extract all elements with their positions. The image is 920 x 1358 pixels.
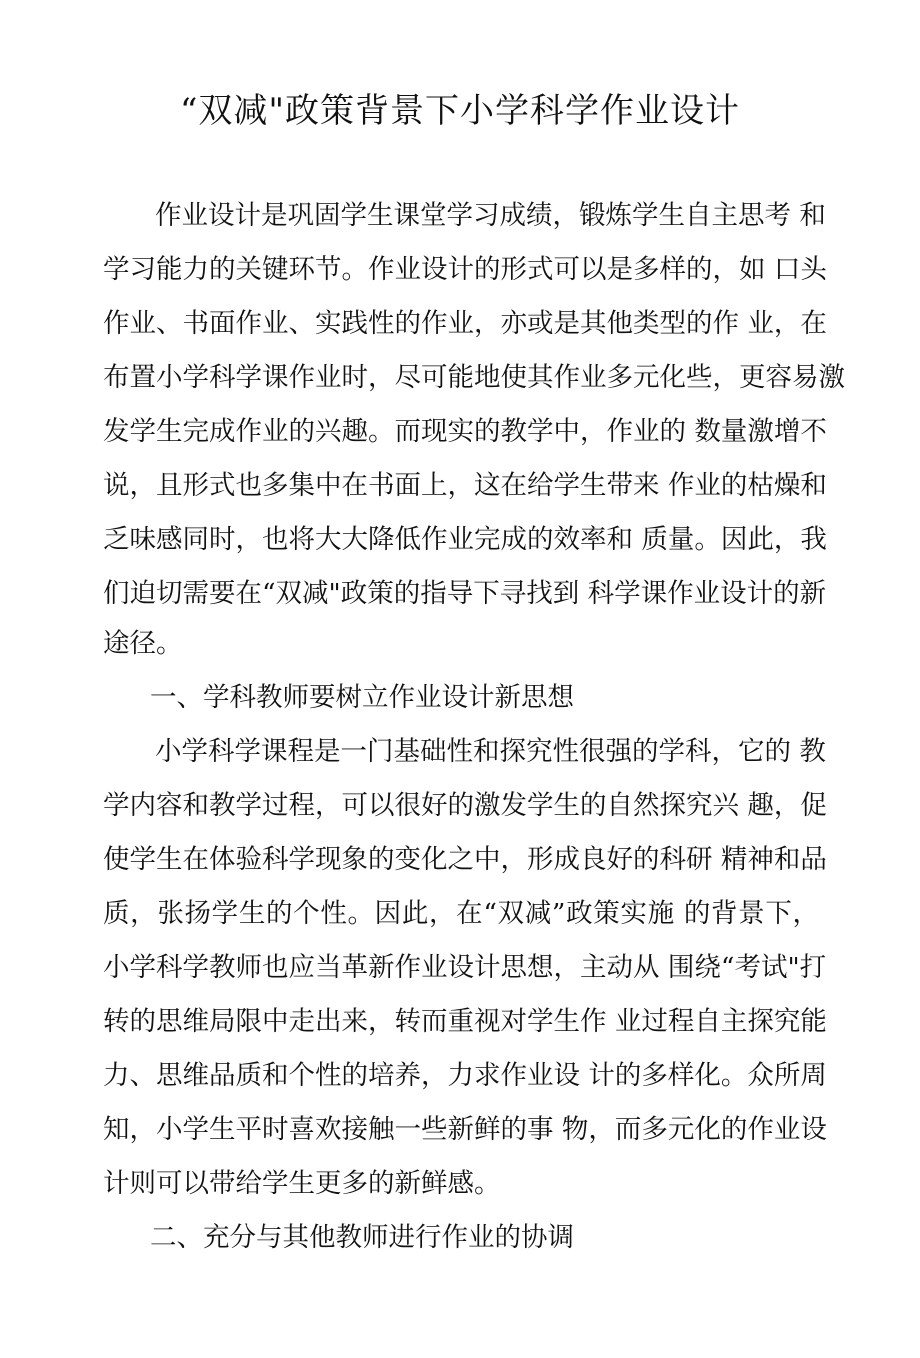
paragraph2-line-3: 使学生在体验科学现象的变化之中，形成良好的科研 精神和品 (103, 844, 827, 875)
paragraph1-line-9: 途径。 (103, 628, 183, 659)
paragraph1-line-6: 说，且形式也多集中在书面上，这在给学生带来 作业的枯燥和 (103, 470, 827, 501)
paragraph1-line-8: 们迫切需要在“双减"政策的指导下寻找到 科学课作业设计的新 (103, 578, 827, 609)
paragraph1-line-1: 作业设计是巩固学生课堂学习成绩，锻炼学生自主思考 和 (155, 200, 826, 231)
paragraph2-line-7: 力、思维品质和个性的培养，力求作业设 计的多样化。众所周 (103, 1060, 827, 1091)
paragraph2-line-1: 小学科学课程是一门基础性和探究性很强的学科，它的 教 (155, 736, 826, 767)
document-title: “双减"政策背景下小学科学作业设计 (179, 91, 741, 131)
paragraph2-line-5: 小学科学教师也应当革新作业设计思想，主动从 围绕“考试"打 (103, 952, 827, 983)
paragraph1-line-4: 布置小学科学课作业时，尽可能地使其作业多元化些，更容易激 (103, 362, 845, 393)
section-heading-1: 一、学科教师要树立作业设计新思想 (150, 682, 574, 713)
section-heading-2: 二、充分与其他教师进行作业的协调 (150, 1222, 574, 1253)
paragraph2-line-9: 计则可以带给学生更多的新鲜感。 (103, 1168, 501, 1199)
paragraph1-line-2: 学习能力的关键环节。作业设计的形式可以是多样的，如 口头 (103, 254, 827, 285)
paragraph1-line-5: 发学生完成作业的兴趣。而现实的教学中，作业的 数量激增不 (103, 416, 827, 447)
paragraph1-line-7: 乏味感同时，也将大大降低作业完成的效率和 质量。因此，我 (103, 524, 827, 555)
paragraph2-line-2: 学内容和教学过程，可以很好的激发学生的自然探究兴 趣，促 (103, 790, 827, 821)
paragraph1-line-3: 作业、书面作业、实践性的作业，亦或是其他类型的作 业，在 (103, 308, 827, 339)
paragraph2-line-4: 质，张扬学生的个性。因此，在“双减”政策实施 的背景下， (103, 898, 819, 929)
paragraph2-line-8: 知，小学生平时喜欢接触一些新鲜的事 物，而多元化的作业设 (103, 1114, 827, 1145)
paragraph2-line-6: 转的思维局限中走出来，转而重视对学生作 业过程自主探究能 (103, 1006, 827, 1037)
